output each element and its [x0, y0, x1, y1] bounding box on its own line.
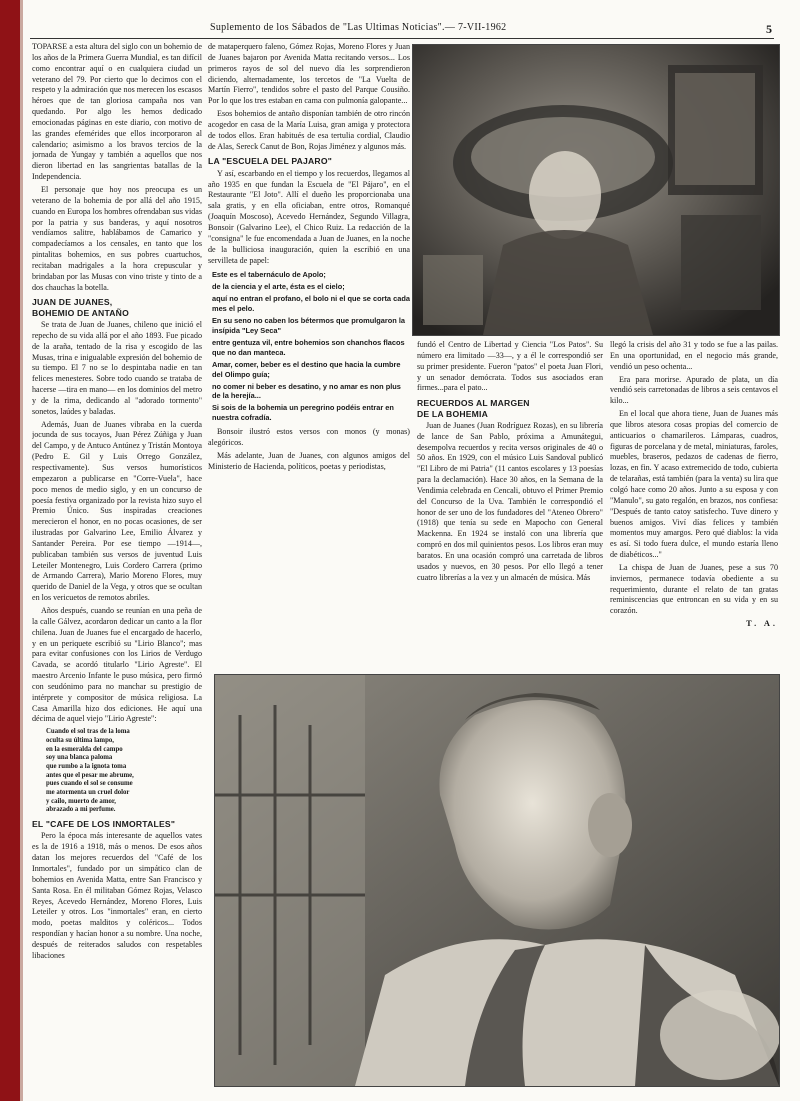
man-reading-photo-icon	[215, 675, 779, 1086]
article-paragraph: de mataperquero faleno, Gómez Rojas, Moreno Flores y Juan de Juanes bajaron por Avenida Matta recitando versos... Los primeros rayos de sol del nuevo día les sorprendieron diciendo, alternadamente, los tercetos de "La Vuelta de Martín Fierro", tendidos sobre el pasto del Parque Cousiño. Por lo que los tres estaban en cama con pulmonía galopante...	[208, 42, 410, 106]
poem-line: Cuando el sol tras de la loma	[46, 728, 130, 736]
column-middle	[208, 42, 410, 668]
lead-paragraph: TOPARSE a esta altura del siglo con un bohemio de los años de la Primera Guerra Mundial, es tan difícil como encontrar aquí o en cualquiera ciudad un veterano del 79. Por cierto que lo decimos con el respeto y la admiración que nos merecen los escasos héroes que de tan gloriosa campaña nos van quedando. Por algo les hemos dedicado emocionadas páginas en este diario, con motivo de las grandes efemérides que ellos incorporaron al calendario; asimismo a los bravos tercios de la jornada de Yungay y también a aquellos que nos dieron libertad en las sangrientas batallas de la Independencia.	[32, 42, 202, 182]
column-right-1	[417, 340, 603, 668]
poem-line: de la ciencia y el arte, ésta es el cielo;	[212, 282, 345, 292]
subheading	[32, 297, 202, 318]
subheading	[417, 398, 603, 419]
article-paragraph: El personaje que hoy nos preocupa es un veterano de la bohemia de por allá del año 1915, cuando en Europa los hombres ofrendaban sus vidas por la patria y sus banderas, y aquí nosotros vendíamos salitre, hablábamos de Camarico y compadecíamos a los censales, en tanto que los pintalitas bohemios, en sus pobres cuartuchos, recitaban madrigales a la hora crepuscular y brindaban por las Musas con vino triste y tinto de a dos chauchas la botella.	[32, 184, 202, 292]
poem-line: En su seno no caben los bétermos que promulgaron la insípida "Ley Seca"	[212, 316, 406, 335]
running-head: Suplemento de los Sábados de "Las Ultimas Noticias".— 7-VII-1962	[210, 22, 507, 33]
poem-lirio-agreste	[46, 728, 202, 815]
portrait-photo	[412, 44, 780, 336]
poem-line: me atormenta un cruel dolor	[46, 789, 130, 797]
article-paragraph: En el local que ahora tiene, Juan de Juanes más que libros atesora cosas propias del comercio de anticuarios o chamarileros. Lámparas, cuadros, figuras de porcelana y de metal, miniaturas, faroles, muebles, braseros, pedazos de cadenas de fierro, lozas, en fin. Y acaso extremecido de todo, cubierta de telarañas, está también (para la venta) su lira que colgó hace como 20 años. Junto a su esposa y con "Manulo", su gato regalón, en brazos, nos confiesa: "Después de tanto catoy satisfecho. Tuve dinero y buenos amigos. Viví días felices y también momentos muy amargos. Pero qué diablos: la vida es así. Si todo fuera dulce, el mundo estaría lleno de diabéticos..."	[610, 409, 778, 560]
page-number: 5	[766, 22, 772, 36]
poem-line: que rumbo a la ignota toma	[46, 763, 127, 770]
article-paragraph: Juan de Juanes (Juan Rodríguez Rozas), en su librería de lance de San Pablo, próxima a Amunátegui, desempolva recuerdos y recita versos originales de 40 o 50 años. En 1929, con el músico Luis Sandoval publicó "El Libro de mi Patria" (11 cantos escolares y 13 poesías para la declamación). Hace 30 años, en la Semana de la Vendimia celebrada en Cencali, obtuvo el Primer Premio del Concurso de la Uva. También le correspondió el honor de ser uno de los fundadores del "Ateneo Obrero" (1918) que tenía su sede en Mapocho con General Mackenna. En 1924 se instaló con una librería que compró en dos mil quinientos pesos. Los libros eran muy baratos. En una ocasión compró una carretada de libros usados y nuevos, en 30 pesos. Por ello llegó a tener cuatro librerías a la vez y un almacén de música. Más	[417, 420, 603, 582]
article-paragraph: Más adelante, Juan de Juanes, con algunos amigos del Ministerio de Hacienda, políticos, poetas y periodistas,	[208, 450, 410, 471]
header-rule	[30, 38, 774, 39]
poem-consigna	[212, 270, 410, 423]
article-paragraph: Era para morirse. Apurado de plata, un día vendió seis carretonadas de libros a seis centavos el kilo...	[610, 374, 778, 406]
article-paragraph: La chispa de Juan de Juanes, pese a sus 70 inviernos, permanece todavía obediente a su requerimiento, durante el relato de tan gratas reminiscencias que entroncan en su vida y en su corazón.	[610, 562, 778, 616]
subheading-line: JUAN DE JUANES,	[32, 297, 113, 308]
poem-line: antes que el pesar me abrume,	[46, 771, 134, 779]
man-reading-photo	[214, 674, 780, 1087]
poem-line: no comer ni beber es desatino, y no amar es non plus de la herejía...	[212, 381, 401, 401]
subheading: LA "ESCUELA DEL PAJARO"	[208, 156, 333, 167]
poem-line: Amar, comer, beber es el destino que hacia la cumbre del Olimpo guía;	[212, 359, 401, 379]
binding-edge	[20, 0, 23, 1101]
author-signature: T. A.	[746, 619, 778, 629]
poem-line: soy una blanca paloma	[46, 754, 113, 762]
poem-line: aquí no entran el profano, el bolo ni el que se corta cada mes el pelo.	[212, 294, 410, 314]
article-paragraph: Además, Juan de Juanes vibraba en la cuerda jocunda de sus tocayos, Juan Pérez Zúñiga y Juan del Campo, y de Antuco Antúnez y Tristán Montoya (Pedro E. Gil y Luis Orrego González, respectivamente). Sus versos humorísticos empezaron a publicarse en "Corre-Vuela", hace poco menos de medio siglo, y en un concurso de poesía festiva organizado por la revista hizo suyo el Premio Único. Sus inspiradas creaciones merecieron el honor, en no pocas ocasiones, de ser ilustradas por Galvarino Lee, Emilio Álvarez y Santander Pereira. Por ese tiempo —1914—, publicaban también sus versos de juventud Luis Leteiler Montenegro, Luis Cordero Carrera (primo de Armando Carrera), Mario Moreno Flores, muy querido de Daniel de la Vega, y otros que se ocultan en los vericuetos de remotos abriles.	[32, 419, 202, 603]
article-paragraph: Bonsoir ilustró estos versos con monos (y monas) alegóricos.	[208, 427, 410, 448]
article-paragraph: Y así, escarbando en el tiempo y los recuerdos, llegamos al año 1935 en que fundan la Escuela de "El Pájaro", en el Restaurante "El Joto". Allí el dueño les proporcionaba una sala gratis, y en ella oficiaban, entre otros, Romanqué (Joaquín Moscoso), Acevedo Hernández, Segundo Villagra, Bonsoir (Galvarino Lee), el Chico Ruiz. La redacción de la "consigna" le fue encomendada a Juan de Juanes, en la noche de la bulliciosa inauguración, quien la escribió en una servilleta de papel:	[208, 168, 410, 265]
article-paragraph: Esos bohemios de antaño disponían también de otro rincón acogedor en casa de la María Luisa, gran amiga y protectora de todos ellos. Eran habitués de esa tertulia cordial, Claudio de Alas, Sereck Canut de Bon, Rojas Jiménez y algunos más.	[208, 109, 410, 151]
subheading-line: RECUERDOS AL MARGEN	[417, 398, 530, 409]
subheading-line: DE LA BOHEMIA	[417, 408, 489, 419]
article-paragraph: Años después, cuando se reunían en una peña de la calle Gálvez, acordaron dedicar un canto a la flor chilena. Juan de Juanes fue el encargado de hacerlo, y en un periquete escribió su "Lirio Blanco"; mas para evitar confusiones con los Lirios de Verdugo Cavada, se acordó titularlo "Lirio Agreste". El maestro Arcenio Infante le puso música, pero firmó con seudónimo para no manchar su prestigio de intérprete y compositor de música religiosa. La Casa Amarilla hizo dos ediciones. He aquí una décima de aquel viejo "Lirio Agreste":	[32, 605, 202, 724]
article-paragraph: Pero la época más interesante de aquellos vates es la de 1916 a 1918, más o menos. De esos años datan los mejores recuerdos del "Café de los Inmortales", fundado por un simpático clan de bohemios en Avenida Matta, entre San Francisco y Santa Rosa. En él militaban Gómez Rojas, Velasco Reyes, Acevedo Hernández, Moreno Flores, Luis Leteiler y otros. Los "inmortales" eran, en cierto modo, poetas malditos y coléricos... Todos respondían y hacían honor a su nombre. Una noche, después de reiterados saludos con respetables libaciones	[32, 831, 202, 960]
poem-line: entre gentuza vil, entre bohemios son chanchos flacos que no dan manteca.	[212, 337, 405, 357]
poem-line: y cailo, muerto de amor,	[46, 797, 116, 805]
subheading: EL "CAFE DE LOS INMORTALES"	[32, 819, 176, 830]
poem-line: pues cuando el sol se consume	[46, 780, 133, 788]
poem-line: Si sois de la bohemia un peregrino podéis entrar en nuestra cofradía.	[212, 403, 394, 423]
column-right-2	[610, 340, 778, 668]
binding-spine	[0, 0, 20, 1101]
poem-line: abrazado a mi perfume.	[46, 806, 116, 814]
poem-line: Este es el tabernáculo de Apolo;	[212, 270, 326, 280]
poem-line: oculta su última lampo,	[46, 736, 114, 744]
poem-line: en la esmeralda del campo	[46, 745, 123, 753]
article-paragraph: Se trata de Juan de Juanes, chileno que inició el repecho de su vida allá por el año 1893. Fue picado de la araña, tentado de la risa y escogido de las Musas, trina e inigualable expresión del bohemio de su tiempo. El 7 no se lo despintaba nadie en tan felices menesteres. Sobre todo cuando se trataba de hacerse —tira en mano— en los dominios del metro y de la rima, dedicando al "adorado tormento" sonetos, laúdes y baladas.	[32, 320, 202, 416]
article-paragraph: llegó la crisis del año 31 y todo se fue a las pailas. En una oportunidad, en el negocio más grande, vendió un peso ochenta...	[610, 340, 778, 371]
column-left	[32, 42, 202, 1082]
portrait-photo-icon	[413, 45, 779, 335]
subheading-line: BOHEMIO DE ANTAÑO	[32, 307, 129, 318]
article-paragraph: fundó el Centro de Libertad y Ciencia "Los Patos". Su número era limitado —33—, y a él le correspondió ser su primer presidente. Fueron "patos" el poeta Juan Flori, y un senador demócrata. Todos sus asociados eran firmes...para el pato...	[417, 340, 603, 393]
